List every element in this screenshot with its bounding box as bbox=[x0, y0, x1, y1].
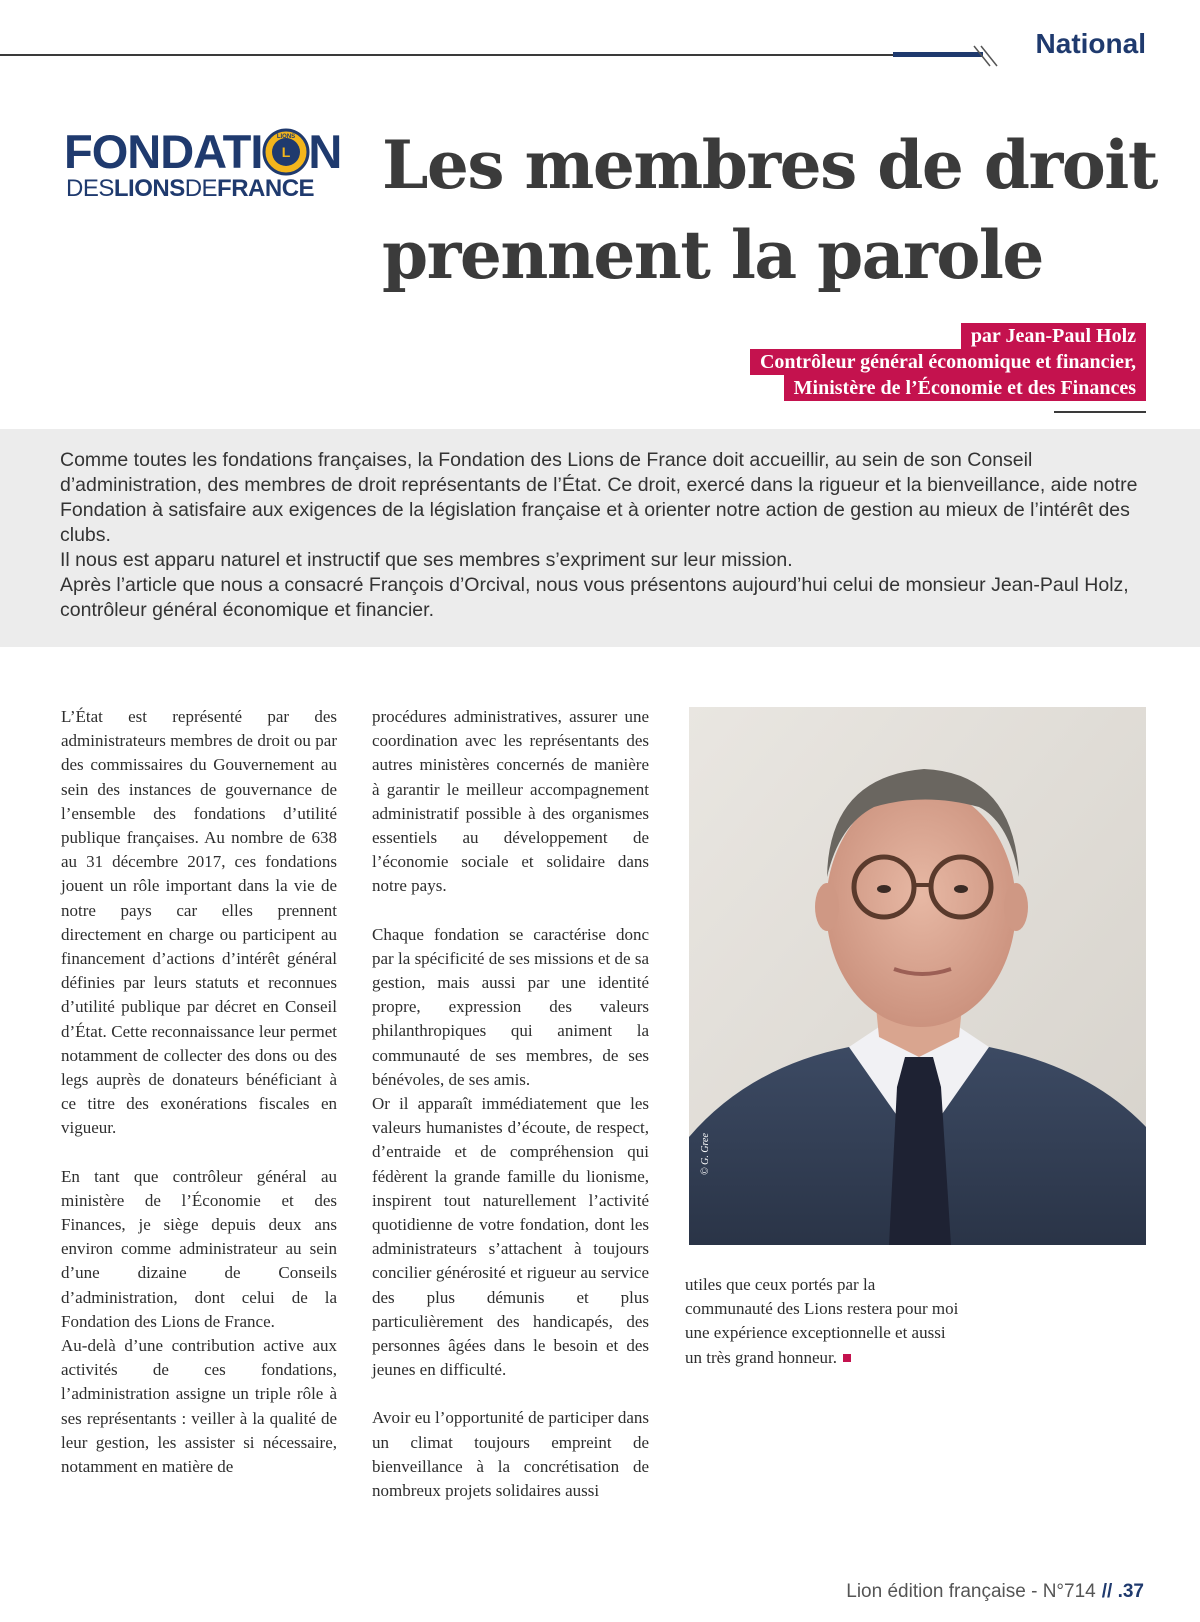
byline bbox=[750, 323, 1146, 401]
body-paragraph: En tant que contrôleur général au ministère de l’Économie et des Finances, je siège depuis deux ans environ comme administrateur au sein d’une dizaine de Conseils d’administration, dont celui de la Fondation des Lions de France. bbox=[61, 1166, 337, 1331]
intro-box bbox=[0, 429, 1200, 647]
byline-ministry: Ministère de l’Économie et des Finances bbox=[784, 375, 1146, 401]
body-paragraph: Chaque fondation se caractérise donc par la spécificité de ses missions et de sa gestion, mais aussi par une identité propre, expression des valeurs philanthropiques qui animent la communauté de ses membres, de ses bénévoles, de ses amis. bbox=[372, 924, 649, 1089]
intro-paragraph: Il nous est apparu naturel et instructif que ses membres s’expriment sur leur mission. bbox=[60, 549, 793, 571]
header-rule-accent bbox=[893, 52, 983, 57]
author-photo bbox=[689, 707, 1146, 1245]
article-title bbox=[382, 120, 1172, 300]
lions-emblem-icon bbox=[262, 128, 310, 176]
body-paragraph: L’État est représenté par des administrateurs membres de droit ou par des commissaires du Gouvernement au sein des instances de gouvernance de l’ensemble des fondations d’utilité publique françaises. Au nombre de 638 au 31 décembre 2017, ces fondations jouent un rôle important dans la vie de notre pays car elles prennent directement en charge ou participent au financement d’actions d’intérêt général définies par leurs statuts et reconnues d’utilité publique par décret en Conseil d’État. Cette reconnaissance leur permet notamment de collecter des dons ou des legs auprès de donateurs bénéficiant à ce titre des exonérations fiscales en vigueur. bbox=[61, 707, 337, 1138]
body-column-1 bbox=[61, 705, 337, 1479]
byline-author: par Jean-Paul Holz bbox=[961, 323, 1146, 349]
fondation-logo bbox=[64, 125, 344, 208]
page-footer bbox=[846, 1581, 1144, 1603]
body-paragraph bbox=[685, 1273, 962, 1370]
photo-credit: © G. Gree bbox=[700, 1133, 711, 1175]
svg-text:L: L bbox=[281, 144, 291, 160]
title-line-1: Les membres de droit bbox=[382, 126, 1157, 204]
footer-slashes: // bbox=[1101, 1581, 1113, 1602]
end-mark-icon bbox=[843, 1354, 851, 1362]
body-paragraph: Or il apparaît immédiatement que les valeurs humanistes d’écoute, de respect, d’entraide et de compréhension qui fédèrent la grande famille du lionisme, inspirent tout naturellement l’activité quotidienne de votre fondation, dont les administrateurs s’attachent à toujours concilier générosité et rigueur au service des plus démunis et plus particulièrement des handicapés, des personnes âgées dans le besoin et des jeunes en difficulté. bbox=[372, 1094, 649, 1380]
intro-paragraph: Après l’article que nous a consacré François d’Orcival, nous vous présentons aujourd’hui celui de monsieur Jean-Paul Holz, contrôleur général économique et financier. bbox=[60, 574, 1129, 621]
header-slash-icon bbox=[972, 44, 998, 68]
section-label: National bbox=[1035, 28, 1146, 59]
body-column-2 bbox=[372, 705, 649, 1503]
closing-text: utiles que ceux portés par la communauté des Lions restera pour moi une expérience exceptionnelle et aussi un très grand honneur. bbox=[685, 1275, 959, 1367]
body-paragraph: procédures administratives, assurer une coordination avec les représentants des autres ministères concernés de manière à garantir le meilleur accompagnement administratif possible à des organismes essentiels au développement de l’économie sociale et solidaire dans notre pays. bbox=[372, 707, 649, 896]
publication-name: Lion édition française - N°714 bbox=[846, 1581, 1096, 1602]
logo-wordmark-bottom: DESLIONSDEFRANCE bbox=[66, 175, 315, 202]
title-line-2: prennent la parole bbox=[382, 216, 1043, 294]
header-rule bbox=[0, 54, 905, 56]
byline-role: Contrôleur général économique et financier, bbox=[750, 349, 1146, 375]
body-paragraph: Avoir eu l’opportunité de participer dans un climat toujours empreint de bienveillance à la concrétisation de nombreux projets solidaires aussi bbox=[372, 1408, 649, 1501]
intro-paragraph: Comme toutes les fondations françaises, la Fondation des Lions de France doit accueillir, au sein de son Conseil d’administration, des membres de droit représentants de l’État. Ce droit, exercé dans la rigueur et la bienveillance, aide notre Fondation à satisfaire aux exigences de la législation française et à orienter notre action de gestion au mieux de l’intérêt des clubs. bbox=[60, 449, 1138, 546]
body-paragraph: Au-delà d’une contribution active aux activités de ces fondations, l’administration assigne un triple rôle à ses représentants : veiller à la qualité de leur gestion, les assister si nécessaire, notamment en matière de bbox=[61, 1336, 337, 1477]
body-column-3 bbox=[685, 1273, 962, 1370]
page-number: .37 bbox=[1117, 1581, 1144, 1602]
portrait-illustration bbox=[689, 707, 1146, 1245]
byline-rule bbox=[1054, 411, 1146, 413]
logo-wordmark-top: FONDATI N bbox=[64, 125, 342, 178]
svg-text:LIONS: LIONS bbox=[276, 134, 296, 140]
intro-text bbox=[60, 448, 1145, 623]
